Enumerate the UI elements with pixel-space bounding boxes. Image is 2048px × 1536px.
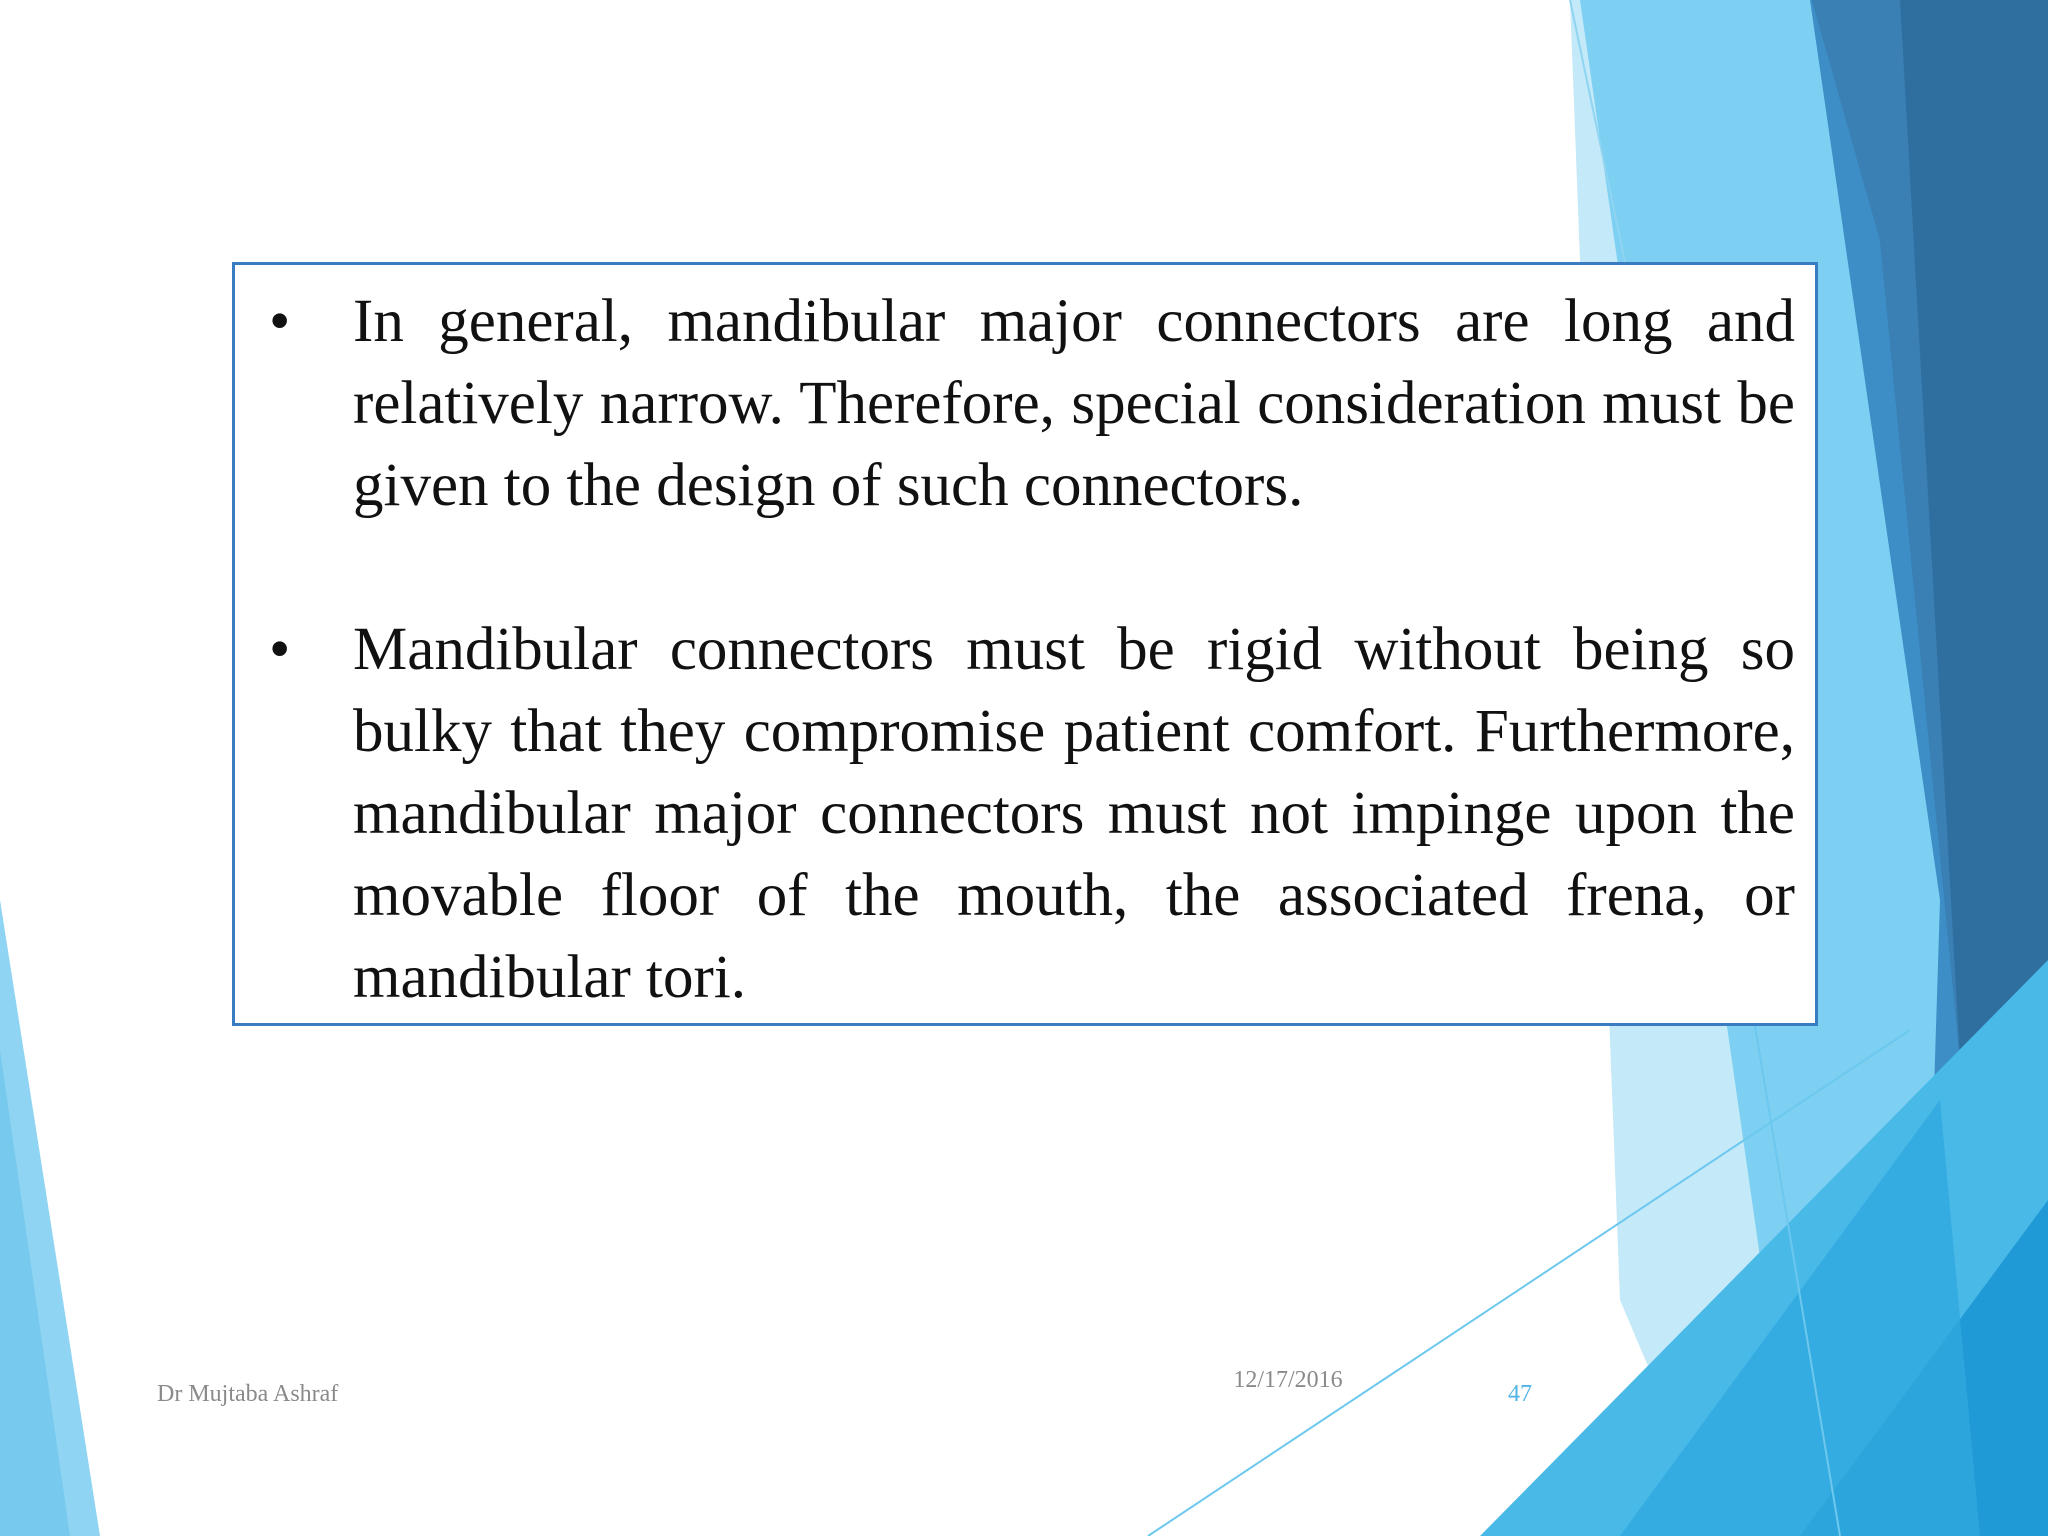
bullet-item-1 [255,281,1795,527]
footer-page-number: 47 [1508,1381,1532,1407]
bullet-item-2 [255,609,1795,1019]
content-box [232,262,1818,1026]
bullet-text-1: In general, mandibular major connectors are long and relatively narrow. Therefore, special consideration must be given to the design of such connectors. [353,288,1795,519]
bullet-icon: • [269,288,291,355]
footer-author: Dr Mujtaba Ashraf [157,1381,339,1407]
bullet-text-2: Mandibular connectors must be rigid without being so bulky that they compromise patient comfort. Furthermore, mandibular major connectors must not impinge upon the movable floor of the mouth, the associated frena, or mandibular tori. [353,616,1795,1011]
footer-date: 12/17/2016 [1233,1367,1343,1393]
bullet-icon: • [269,616,291,683]
